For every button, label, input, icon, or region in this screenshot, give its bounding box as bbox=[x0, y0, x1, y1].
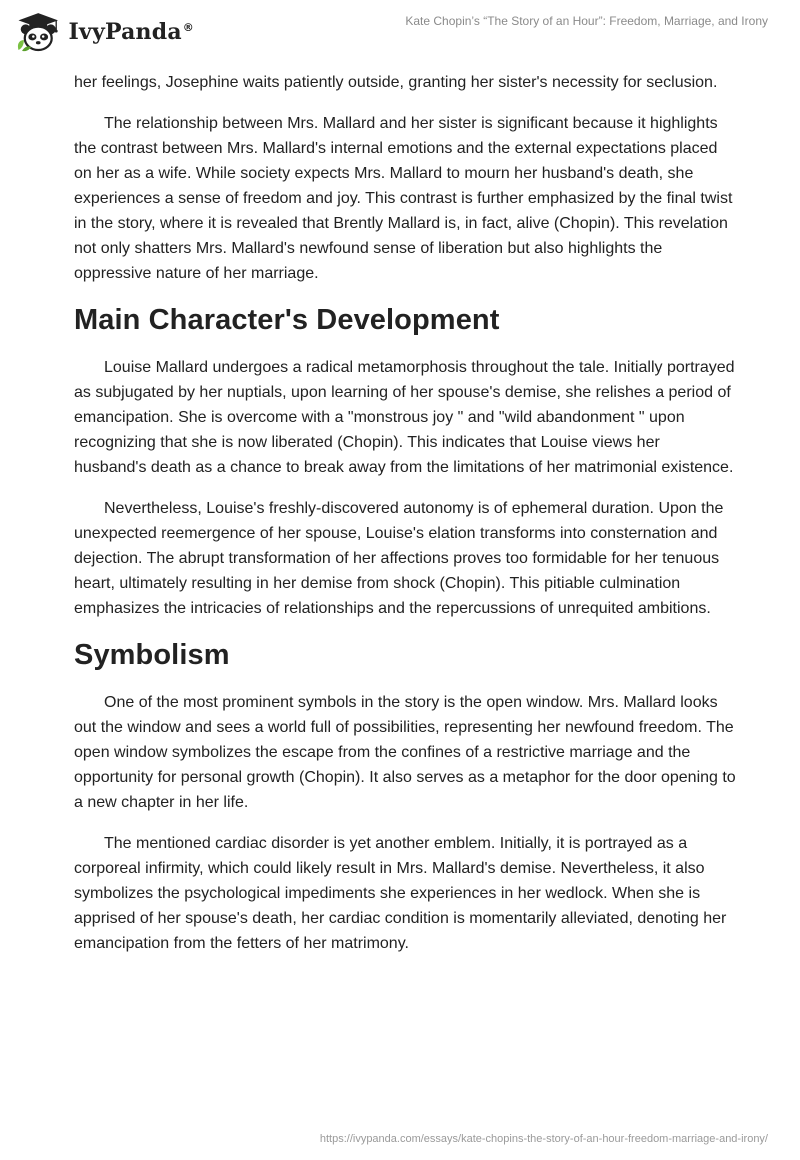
article-body bbox=[74, 70, 736, 972]
page-header bbox=[0, 0, 800, 66]
brand-name: IvyPanda® bbox=[68, 19, 194, 45]
source-url-link[interactable]: https://ivypanda.com/essays/kate-chopins-the-story-of-an-hour-freedom-marriage-and-irony/ bbox=[319, 1133, 768, 1145]
paragraph-symbolism-2: The mentioned cardiac disorder is yet another emblem. Initially, it is portrayed as a corporeal infirmity, which could likely result in Mrs. Mallard's demise. Nevertheless, it also symbolizes the psychological impediments she experiences in her wedlock. When she is apprised of her spouse's death, her cardiac condition is momentarily alleviated, denoting her emancipation from the fetters of her matrimony. bbox=[74, 835, 727, 952]
paragraph-symbolism-1: One of the most prominent symbols in the story is the open window. Mrs. Mallard looks out the window and sees a world full of possibilities, representing her newfound freedom. The open window symbolizes the escape from the confines of a restrictive marriage and the opportunity for personal growth (Chopin). It also serves as a metaphor for the door opening to a new chapter in her life. bbox=[74, 694, 736, 811]
paragraph-intro-continuation: her feelings, Josephine waits patiently outside, granting her sister's necessity for seclusion. bbox=[74, 74, 718, 91]
section-heading-development: Main Character's Development bbox=[74, 304, 500, 336]
section-heading-symbolism: Symbolism bbox=[74, 639, 230, 671]
paragraph-sister-relationship: The relationship between Mrs. Mallard and her sister is significant because it highlights the contrast between Mrs. Mallard's internal emotions and the external expectations placed on her as a wife. While society expects Mrs. Mallard to mourn her husband's death, she experiences a sense of freedom and joy. This contrast is further emphasized by the final twist in the story, where it is revealed that Brently Mallard is, in fact, alive (Chopin). This revelation not only shatters Mrs. Mallard's newfound sense of liberation but also highlights the oppressive nature of her marriage. bbox=[74, 115, 733, 282]
registered-mark: ® bbox=[182, 20, 194, 34]
paragraph-development-1: Louise Mallard undergoes a radical metamorphosis throughout the tale. Initially portrayed as subjugated by her nuptials, upon learning of her spouse's demise, she relishes a period of emancipation. She is overcome with a "monstrous joy " and "wild abandonment " upon recognizing that she is now liberated (Chopin). This indicates that Louise views her husband's death as a chance to break away from the limitations of her matrimonial existence. bbox=[74, 359, 735, 476]
panda-logo-icon bbox=[14, 10, 62, 54]
running-title: Kate Chopin’s “The Story of an Hour”: Freedom, Marriage, and Irony bbox=[405, 14, 768, 28]
paragraph-development-2: Nevertheless, Louise's freshly-discovered autonomy is of ephemeral duration. Upon the unexpected reemergence of her spouse, Louise's elation transforms into consternation and dejection. The abrupt transformation of her affections proves too formidable for her tenuous heart, ultimately resulting in her demise from shock (Chopin). This pitiable culmination emphasizes the intricacies of relationships and the repercussions of unrequited ambitions. bbox=[74, 500, 724, 617]
ivypanda-logo[interactable] bbox=[14, 8, 194, 56]
